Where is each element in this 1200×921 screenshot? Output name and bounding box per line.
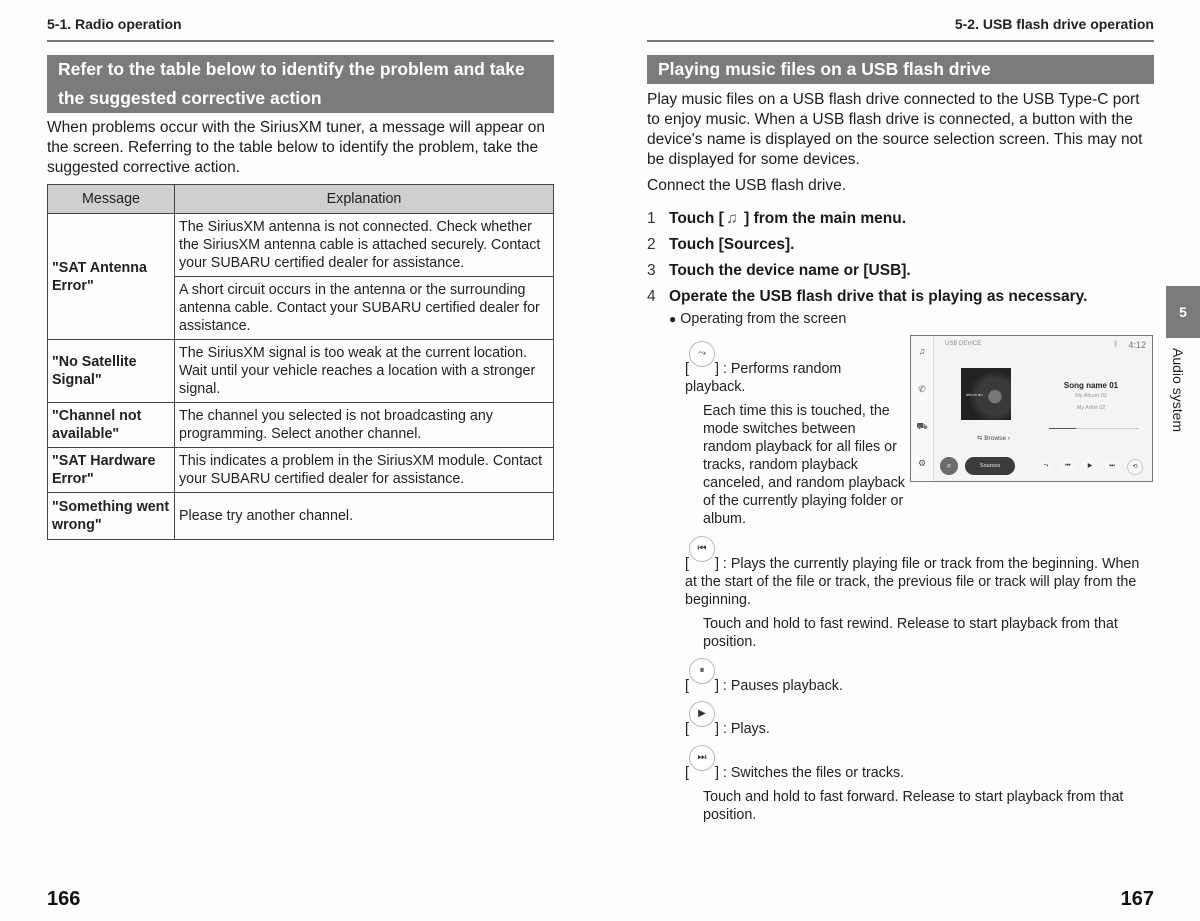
step-text [669, 206, 906, 232]
step-item [647, 258, 1154, 284]
step-item [647, 206, 1154, 232]
usb-screen-illustration [910, 335, 1153, 482]
control-label: ] : Switches the files or tracks. [714, 765, 905, 781]
next-track-icon: ⏭ [1105, 459, 1119, 473]
control-label: ] : Plays the currently playing file or track from the beginning. When at the start of the file or track, the previous file or track will play from the beginning. [685, 556, 1140, 608]
phone-icon: ✆ [918, 384, 926, 394]
table-header-row [48, 185, 554, 214]
message-cell: "Something went wrong" [48, 493, 175, 540]
steps-list [647, 206, 1154, 310]
control-label: ] : Pauses playback. [714, 678, 843, 694]
page-number: 166 [47, 888, 81, 910]
left-page [47, 0, 554, 921]
explanation-cell: Please try another channel. [175, 493, 554, 540]
running-head: 5-1. Radio operation [47, 16, 182, 32]
previous-track-icon: ⏮ [689, 550, 715, 570]
chapter-label: Audio system [1170, 348, 1186, 433]
explanation-cell: A short circuit occurs in the antenna or the surrounding antenna cable. Contact your SUBARU certified dealer for assistance. [175, 277, 554, 340]
connect-instruction: Connect the USB flash drive. [647, 177, 847, 194]
chapter-tab: 5 [1166, 286, 1200, 338]
control-label: ] : Plays. [714, 721, 770, 737]
step-number: 2 [647, 236, 656, 253]
browse-button: ⇆ Browse › [977, 435, 1010, 442]
message-cell: "Channel not available" [48, 403, 175, 448]
next-track-icon: ⏭ [689, 759, 715, 779]
section-title: Refer to the table below to identify the problem and take the suggested corrective action [47, 55, 554, 113]
previous-track-icon: ⏮ [1061, 459, 1075, 473]
progress-fill [1049, 428, 1076, 429]
control-note: Each time this is touched, the mode switches between random playback for all files or tracks, random playback canceled, and random playback of the currently playing folder or album. [703, 403, 905, 527]
table-row [48, 340, 554, 403]
table-row [48, 403, 554, 448]
intro-paragraph: Play music files on a USB flash drive connected to the USB Type-C port to enjoy music. When a USB flash drive is connected, a button with the device's name is displayed on the source selection screen. This may not be displayed for some devices. [647, 91, 1143, 168]
control-description-shuffle: [ ⤳ ] : Performs random playback. Each time this is touched, the mode switches between random playback for all files or tracks, random playback canceled, and random playback of the currently playing folder or album. [685, 355, 905, 528]
table-row [48, 214, 554, 277]
car-icon: ⛟ [916, 421, 928, 431]
step-text: Touch the device name or [USB]. [669, 262, 911, 279]
repeat-icon: ⟲ [1127, 459, 1143, 475]
album-art-label: album art [966, 392, 983, 397]
step-number: 4 [647, 288, 656, 305]
column-header-explanation: Explanation [175, 185, 554, 214]
control-description-next: [ ⏭ ] : Switches the files or tracks. Touch and hold to fast forward. Release to start playback from that position. [685, 759, 1155, 824]
bullet-item [669, 311, 846, 327]
artist-name: My Artist 02 [1076, 405, 1106, 411]
browse-label: Browse [984, 435, 1006, 442]
clock: 4:12 [1128, 340, 1146, 350]
control-note: Touch and hold to fast rewind. Release to start playback from that position. [703, 616, 1118, 650]
device-label: USB DEVICE [945, 341, 982, 347]
pause-icon: ⏸ [689, 672, 715, 692]
running-head: 5-2. USB flash drive operation [954, 16, 1154, 32]
message-cell: "SAT Hardware Error" [48, 448, 175, 493]
play-icon: ▶ [1083, 459, 1097, 473]
album-name: My Album 02 [1075, 393, 1107, 399]
shuffle-icon: ⤳ [689, 355, 715, 375]
message-cell: "No Satellite Signal" [48, 340, 175, 403]
header-rule [647, 40, 1154, 42]
sources-button: Sources [965, 457, 1015, 475]
music-icon: ♫ [918, 346, 926, 356]
intro-paragraph: When problems occur with the SiriusXM tuner, a message will appear on the screen. Referring to the table below to identify the problem, take the suggested corrective action. [47, 119, 545, 176]
side-rail [911, 336, 934, 481]
header-rule [47, 40, 554, 42]
bluetooth-icon: ᛒ [1113, 341, 1118, 348]
song-title: Song name 01 [1063, 381, 1119, 390]
control-label: ] : Performs random playback. [685, 361, 842, 395]
message-table [47, 184, 554, 540]
step-item [647, 284, 1154, 310]
step-text-after: ] from the main menu. [739, 210, 907, 227]
explanation-cell: The SiriusXM antenna is not connected. Check whether the SiriusXM antenna cable is attached securely. Contact your SUBARU certified dealer for assistance. [175, 214, 554, 277]
control-description-play: [ ▶ ] : Plays. [685, 715, 1155, 738]
bullet-icon: ● [669, 312, 677, 326]
table-row [48, 493, 554, 540]
table-row [48, 448, 554, 493]
step-number: 1 [647, 210, 656, 227]
section-title: Playing music files on a USB flash drive [647, 55, 1154, 84]
step-text-before: Touch [ [669, 210, 724, 227]
play-icon: ▶ [689, 715, 715, 735]
control-description-previous: [ ⏮ ] : Plays the currently playing file or track from the beginning. When at the start of the file or track, the previous file or track will play from the beginning. Touch and hold to fast rewind. Release to start playback from that position. [685, 550, 1155, 651]
step-text: Operate the USB flash drive that is playing as necessary. [669, 288, 1088, 305]
step-item [647, 232, 1154, 258]
control-description-pause: [ ⏸ ] : Pauses playback. [685, 672, 1155, 695]
shuffle-icon: ⤳ [1039, 459, 1053, 473]
message-cell: "SAT Antenna Error" [48, 214, 175, 340]
explanation-cell: This indicates a problem in the SiriusXM module. Contact your SUBARU certified dealer for assistance. [175, 448, 554, 493]
right-page [647, 0, 1154, 921]
progress-bar [1049, 428, 1139, 429]
column-header-message: Message [48, 185, 175, 214]
search-button: ⌕ [940, 457, 958, 475]
explanation-cell: The SiriusXM signal is too weak at the current location. Wait until your vehicle reaches a location with a stronger signal. [175, 340, 554, 403]
step-number: 3 [647, 262, 656, 279]
gear-icon: ⚙ [917, 458, 927, 468]
step-text: Touch [Sources]. [669, 236, 795, 253]
bullet-text: Operating from the screen [680, 311, 847, 327]
music-note-icon: ♫ [726, 210, 738, 227]
explanation-cell: The channel you selected is not broadcasting any programming. Select another channel. [175, 403, 554, 448]
page-number: 167 [1120, 888, 1154, 910]
album-art [961, 368, 1011, 420]
control-note: Touch and hold to fast forward. Release to start playback from that position. [703, 789, 1124, 823]
